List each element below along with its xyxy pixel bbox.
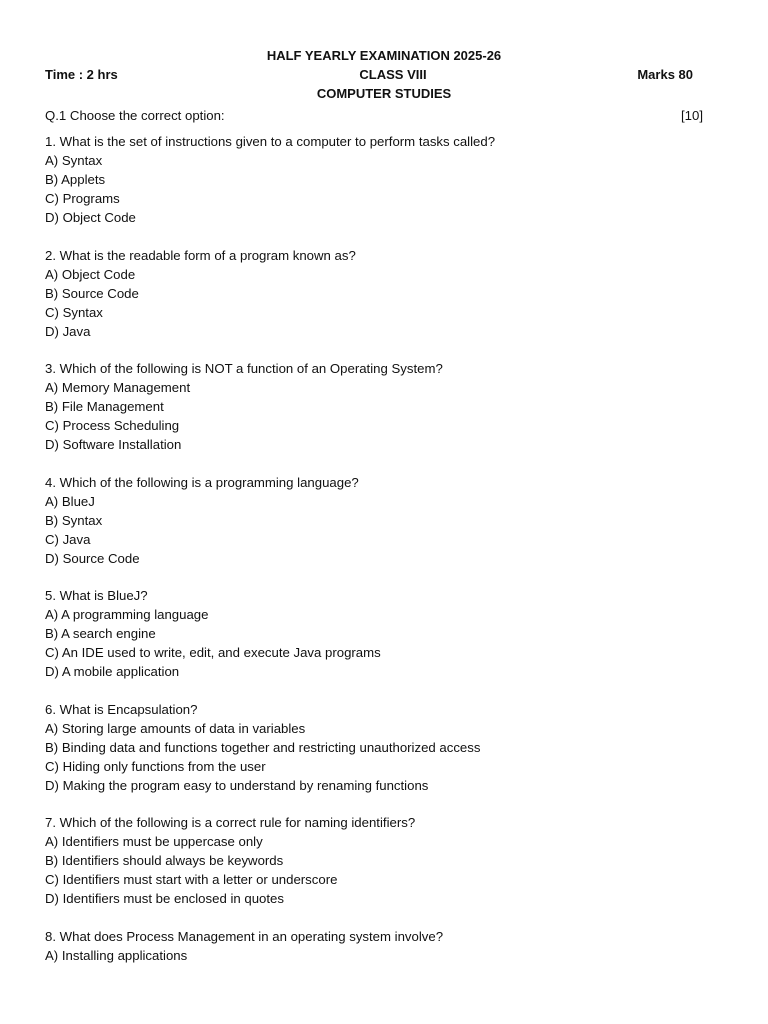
option: D) A mobile application xyxy=(45,664,180,679)
option: A) A programming language xyxy=(45,607,209,622)
section-heading xyxy=(45,108,703,126)
option: B) Syntax xyxy=(45,512,103,528)
question-8 xyxy=(45,927,725,965)
question-text: 1. What is the set of instructions given to a computer to perform tasks called? xyxy=(45,134,496,149)
option: C) An IDE used to write, edit, and execute Java programs xyxy=(45,645,381,660)
question-text: 7. Which of the following is a correct rule for naming identifiers? xyxy=(45,815,416,830)
question-5 xyxy=(45,586,725,681)
exam-class: CLASS VIII xyxy=(359,67,427,82)
question-6 xyxy=(45,700,725,795)
option: D) Software Installation xyxy=(45,437,182,452)
question-4 xyxy=(45,473,725,568)
question-text: 3. Which of the following is NOT a function of an Operating System? xyxy=(45,361,443,376)
question-text: 5. What is BlueJ? xyxy=(45,588,148,603)
option: B) Applets xyxy=(45,172,106,187)
option: A) BlueJ xyxy=(45,493,95,509)
option: A) Object Code xyxy=(45,266,136,282)
exam-info-row xyxy=(45,67,693,85)
section-label: Q.1 Choose the correct option: xyxy=(45,108,225,123)
section-marks: [10] xyxy=(681,108,703,123)
option: C) Identifiers must start with a letter or underscore xyxy=(45,872,338,887)
question-list xyxy=(45,132,725,983)
option: A) Identifiers must be uppercase only xyxy=(45,834,263,849)
exam-title: HALF YEARLY EXAMINATION 2025-26 xyxy=(266,48,502,63)
option: B) A search engine xyxy=(45,626,156,641)
option: B) File Management xyxy=(45,399,164,414)
exam-subject: COMPUTER STUDIES xyxy=(316,86,452,101)
option: D) Source Code xyxy=(45,550,140,566)
option: C) Process Scheduling xyxy=(45,418,180,433)
question-text: 6. What is Encapsulation? xyxy=(45,701,198,717)
option: C) Syntax xyxy=(45,304,103,320)
question-3 xyxy=(45,359,725,454)
question-1 xyxy=(45,132,725,227)
option: C) Programs xyxy=(45,191,120,206)
exam-marks: Marks 80 xyxy=(637,67,693,82)
question-text: 4. Which of the following is a programming language? xyxy=(45,474,359,490)
question-7 xyxy=(45,813,725,908)
option: A) Syntax xyxy=(45,153,103,168)
option: C) Hiding only functions from the user xyxy=(45,758,266,774)
question-text: 2. What is the readable form of a program known as? xyxy=(45,247,356,263)
option: D) Making the program easy to understand by renaming functions xyxy=(45,777,429,793)
option: D) Identifiers must be enclosed in quotes xyxy=(45,891,284,906)
question-2 xyxy=(45,246,725,341)
option: B) Source Code xyxy=(45,285,139,301)
question-text: 8. What does Process Management in an operating system involve? xyxy=(45,928,444,944)
exam-time: Time : 2 hrs xyxy=(45,67,118,82)
option: D) Object Code xyxy=(45,210,136,225)
option: C) Java xyxy=(45,531,91,547)
option: B) Binding data and functions together and restricting unauthorized access xyxy=(45,739,481,755)
option: D) Java xyxy=(45,323,91,339)
option: A) Storing large amounts of data in variables xyxy=(45,720,306,736)
option: A) Memory Management xyxy=(45,380,191,395)
option: B) Identifiers should always be keywords xyxy=(45,853,284,868)
option: A) Installing applications xyxy=(45,947,188,963)
